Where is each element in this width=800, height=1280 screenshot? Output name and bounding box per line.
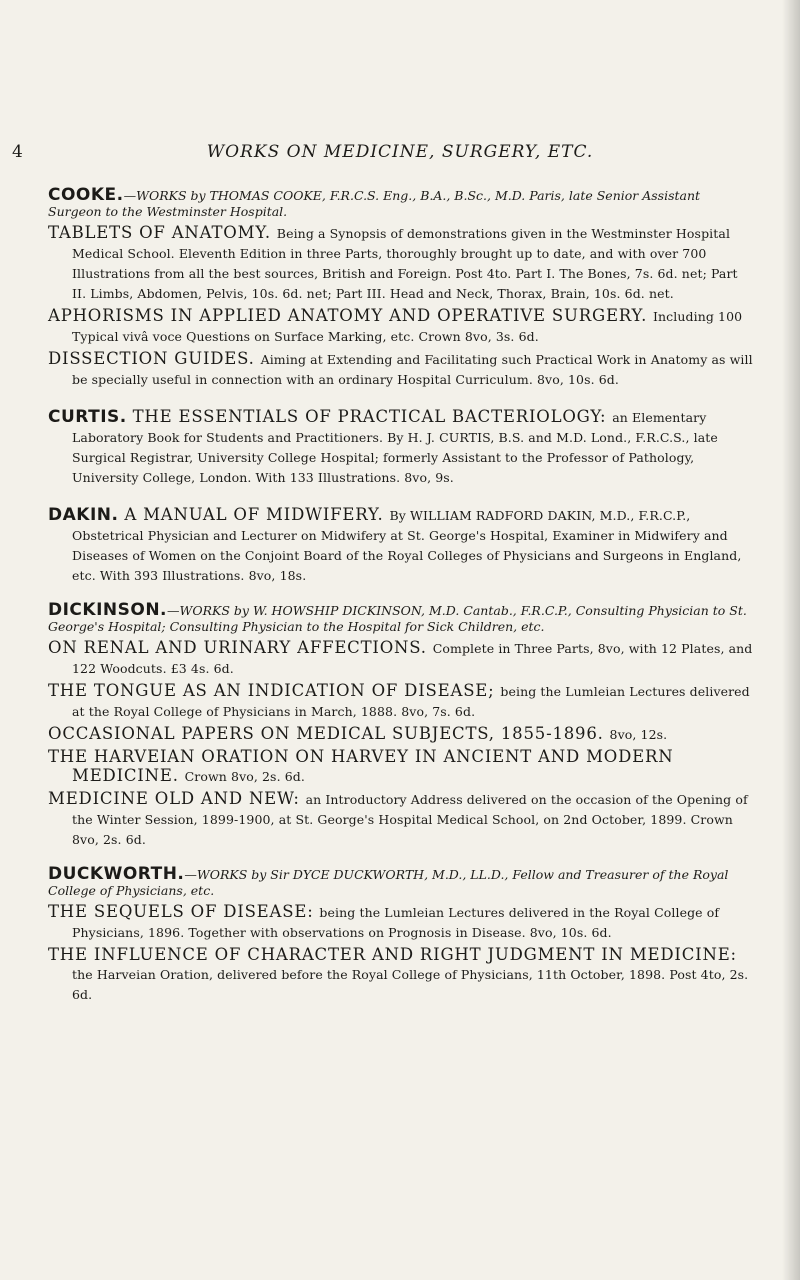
book-item <box>48 349 753 389</box>
book-description: the Harveian Oration, delivered before the Royal College of Physicians, 11th October, 1898. Post 4to, 2s. 6d. <box>72 967 749 1002</box>
book-description: being the Lumleian Lectures delivered in the Royal College of Physicians, 1896. Together with observations on Prognosis in Disease. 8vo, 10s. 6d. <box>72 905 720 940</box>
author-heading <box>48 185 753 220</box>
book-title: THE HARVEIAN ORATION ON HARVEY IN ANCIENT AND MODERN MEDICINE. <box>48 747 674 785</box>
book-title: THE ESSENTIALS OF PRACTICAL BACTERIOLOGY: <box>132 407 607 426</box>
book-description: Aiming at Extending and Facilitating such Practical Work in Anatomy as will be specially useful in connection with an ordinary Hospital Curriculum. 8vo, 10s. 6d. <box>72 352 753 387</box>
author-description: —WORKS by W. HOWSHIP DICKINSON, M.D. Cantab., F.R.C.P., Consulting Physician to St. George's Hospital; Consulting Physician to the Hospital for Sick Children, etc. <box>48 603 747 634</box>
book-item <box>48 407 753 487</box>
author-name: CURTIS. <box>48 407 127 427</box>
book-title: A MANUAL OF MIDWIFERY. <box>124 505 384 524</box>
book-block <box>48 223 753 303</box>
book-description: Including 100 Typical vivâ voce Questions on Surface Marking, etc. Crown 8vo, 3s. 6d. <box>72 309 743 344</box>
book-item <box>48 789 753 849</box>
author-entry-dickinson <box>48 600 753 849</box>
author-entry-duckworth <box>48 864 753 1004</box>
book-item <box>48 681 753 721</box>
book-title: TABLETS OF ANATOMY. <box>48 223 271 242</box>
book-description: being the Lumleian Lectures delivered at the Royal College of Physicians in March, 1888. 8vo, 7s. 6d. <box>72 684 750 719</box>
author-name: DAKIN. <box>48 505 119 525</box>
catalogue-content <box>48 185 753 1022</box>
book-description: an Elementary Laboratory Book for Students and Practitioners. By H. J. CURTIS, B.S. and M.D. Lond., F.R.C.S., late Surgical Registrar, University College Hospital; formerly Assistant to the Professor of Pathology, University College, London. With 133 Illustrations. 8vo, 9s. <box>72 410 718 485</box>
book-block <box>48 407 753 487</box>
book-title: DISSECTION GUIDES. <box>48 349 255 368</box>
book-item <box>48 945 753 1004</box>
book-description: By WILLIAM RADFORD DAKIN, M.D., F.R.C.P., Obstetrical Physician and Lecturer on Midwifery at St. George's Hospital, Examiner in Midwifery and Diseases of Women on the Conjoint Board of the Royal Colleges of Physicians and Surgeons in England, etc. With 393 Illustrations. 8vo, 18s. <box>72 508 742 583</box>
page-edge-shadow <box>782 0 800 1280</box>
book-title: THE INFLUENCE OF CHARACTER AND RIGHT JUDGMENT IN MEDICINE: <box>48 945 737 964</box>
author-heading <box>48 864 753 899</box>
author-description: —WORKS by Sir DYCE DUCKWORTH, M.D., LL.D., Fellow and Treasurer of the Royal College of Physicians, etc. <box>48 867 729 898</box>
book-title: ON RENAL AND URINARY AFFECTIONS. <box>48 638 427 657</box>
author-name: COOKE. <box>48 185 124 205</box>
book-block <box>48 789 753 849</box>
page-number: 4 <box>12 142 23 162</box>
book-description: 8vo, 12s. <box>609 727 668 742</box>
book-title: MEDICINE OLD AND NEW: <box>48 789 300 808</box>
book-block <box>48 505 753 585</box>
book-item <box>48 638 753 678</box>
book-description: Complete in Three Parts, 8vo, with 12 Plates, and 122 Woodcuts. £3 4s. 6d. <box>72 641 753 676</box>
author-entry-dakin <box>48 505 753 585</box>
book-item <box>48 747 753 786</box>
book-title: OCCASIONAL PAPERS ON MEDICAL SUBJECTS, 1855-1896. <box>48 724 604 743</box>
book-item <box>48 724 753 744</box>
book-title: THE SEQUELS OF DISEASE: <box>48 902 314 921</box>
book-block <box>48 902 753 942</box>
author-entry-curtis <box>48 407 753 487</box>
book-item <box>48 505 753 585</box>
page-header <box>0 142 800 172</box>
book-title: THE TONGUE AS AN INDICATION OF DISEASE; <box>48 681 495 700</box>
book-block <box>48 681 753 721</box>
author-name: DICKINSON. <box>48 600 168 620</box>
book-description: Being a Synopsis of demonstrations given in the Westminster Hospital Medical School. Eleventh Edition in three Parts, thoroughly brought up to date, and with over 700 Illustrations from all the best sources, British and Foreign. Post 4to. Part I. The Bones, 7s. 6d. net; Part II. Limbs, Abdomen, Pelvis, 10s. 6d. net; Part III. Head and Neck, Thorax, Brain, 10s. 6d. net. <box>72 226 738 301</box>
running-head: WORKS ON MEDICINE, SURGERY, ETC. <box>206 142 594 162</box>
book-block <box>48 747 753 786</box>
book-item <box>48 223 753 303</box>
book-block <box>48 724 753 744</box>
book-item <box>48 306 753 346</box>
book-item <box>48 902 753 942</box>
book-block <box>48 945 753 1004</box>
book-title: APHORISMS IN APPLIED ANATOMY AND OPERATIVE SURGERY. <box>48 306 648 325</box>
book-description: an Introductory Address delivered on the occasion of the Opening of the Winter Session, 1899-1900, at St. George's Hospital Medical School, on 2nd October, 1899. Crown 8vo, 2s. 6d. <box>72 792 748 847</box>
book-block <box>48 349 753 389</box>
author-name: DUCKWORTH. <box>48 864 185 884</box>
author-entry-cooke <box>48 185 753 389</box>
author-description: —WORKS by THOMAS COOKE, F.R.C.S. Eng., B.A., B.Sc., M.D. Paris, late Senior Assistant Surgeon to the Westminster Hospital. <box>48 188 701 219</box>
book-block <box>48 306 753 346</box>
author-heading <box>48 600 753 635</box>
book-description: Crown 8vo, 2s. 6d. <box>184 769 305 784</box>
book-block <box>48 638 753 678</box>
